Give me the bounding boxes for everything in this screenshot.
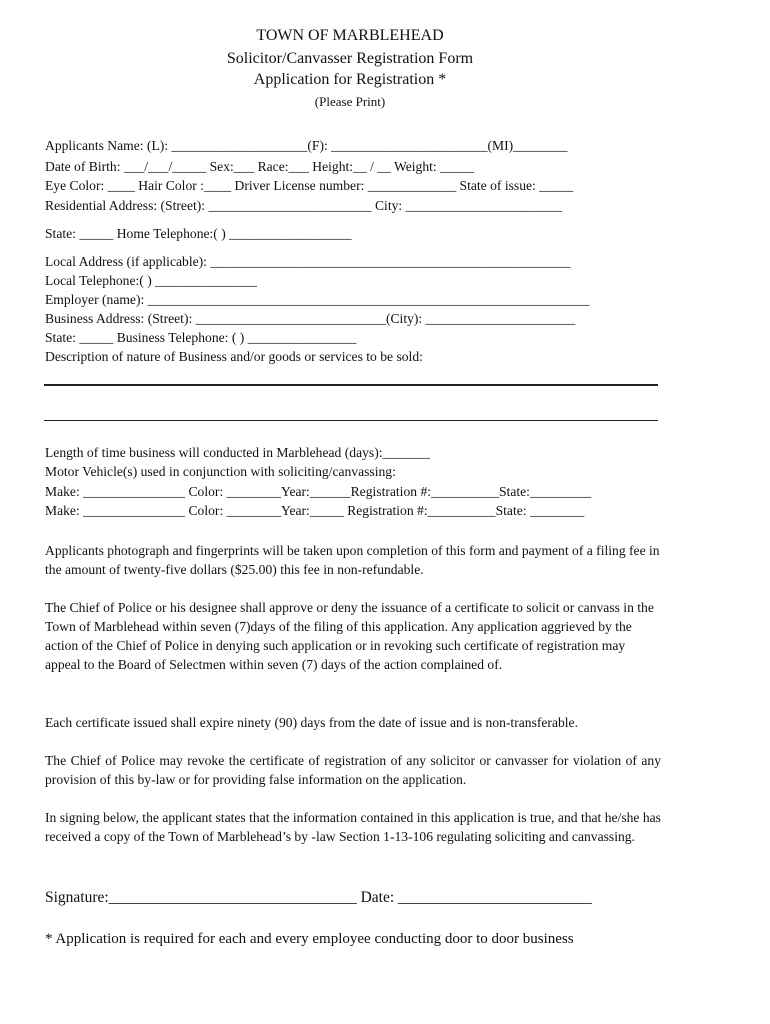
application-footnote: * Application is required for each and every employee conducting door to door business <box>45 931 574 947</box>
revoke-paragraph: The Chief of Police may revoke the certificate of registration of any solicitor or canvasser for violation of any provision of this by-law or for providing false information on the application. <box>45 753 661 787</box>
applicant-name-line: Applicants Name: (L): ____________________(F): _______________________(MI)________ <box>45 138 568 153</box>
vehicle-make-line-2: Make: _______________ Color: ________Year:_____ Registration #:__________State: ________ <box>45 503 585 518</box>
expiry-paragraph: Each certificate issued shall expire ninety (90) days from the date of issue and is non-transferable. <box>45 715 578 730</box>
local-address-line: Local Address (if applicable): _____________________________________________________ <box>45 254 571 269</box>
residential-address-line: Residential Address: (Street): ________________________ City: _______________________ <box>45 198 562 213</box>
approval-paragraph: The Chief of Police or his designee shall approve or deny the issuance of a certificate to solicit or canvass in the Town of Marblehead within seven (7)days of the filing of this application. Any application aggrieved by the action of the Chief of Police in denying such application or in revoking such certificate of registration may appeal to the Board of Selectmen within seven (7) days of the action complained of. <box>45 600 654 672</box>
form-subtitle: Application for Registration * <box>253 71 447 88</box>
business-description-label: Description of nature of Business and/or goods or services to be sold: <box>45 349 423 364</box>
vehicle-make-line-1: Make: _______________ Color: ________Year:______Registration #:__________State:_________ <box>45 484 592 499</box>
form-title: Solicitor/Canvasser Registration Form <box>226 50 474 67</box>
description-line-2 <box>44 420 658 421</box>
description-line-1 <box>44 384 658 386</box>
motor-vehicle-label: Motor Vehicle(s) used in conjunction with soliciting/canvassing: <box>45 464 396 479</box>
business-address-line: Business Address: (Street): ____________________________(City): ______________________ <box>45 311 576 326</box>
print-note: (Please Print) <box>314 94 386 109</box>
signature-date-line: Signature:________________________________ Date: _________________________ <box>45 889 592 906</box>
local-telephone-line: Local Telephone:( ) _______________ <box>45 273 258 288</box>
length-of-time-line: Length of time business will conducted in Marblehead (days):_______ <box>45 445 431 460</box>
town-name: TOWN OF MARBLEHEAD <box>256 27 444 44</box>
date-of-birth-line: Date of Birth: ___/___/_____ Sex:___ Race:___ Height:__ / __ Weight: _____ <box>45 159 475 174</box>
state-home-telephone-line: State: _____ Home Telephone:( ) __________________ <box>45 226 352 241</box>
business-state-telephone-line: State: _____ Business Telephone: ( ) ________________ <box>45 330 357 345</box>
signing-paragraph: In signing below, the applicant states that the information contained in this application is true, and that he/she has received a copy of the Town of Marblehead’s by -law Section 1-13-106 regulating soliciting and canvassing. <box>45 810 661 844</box>
fee-paragraph: Applicants photograph and fingerprints will be taken upon completion of this form and payment of a filing fee in the amount of twenty-five dollars ($25.00) this fee in non-refundable. <box>45 543 660 577</box>
eye-color-line: Eye Color: ____ Hair Color :____ Driver License number: _____________ State of issue: _____ <box>45 178 574 193</box>
employer-line: Employer (name): _________________________________________________________________ <box>45 292 590 307</box>
